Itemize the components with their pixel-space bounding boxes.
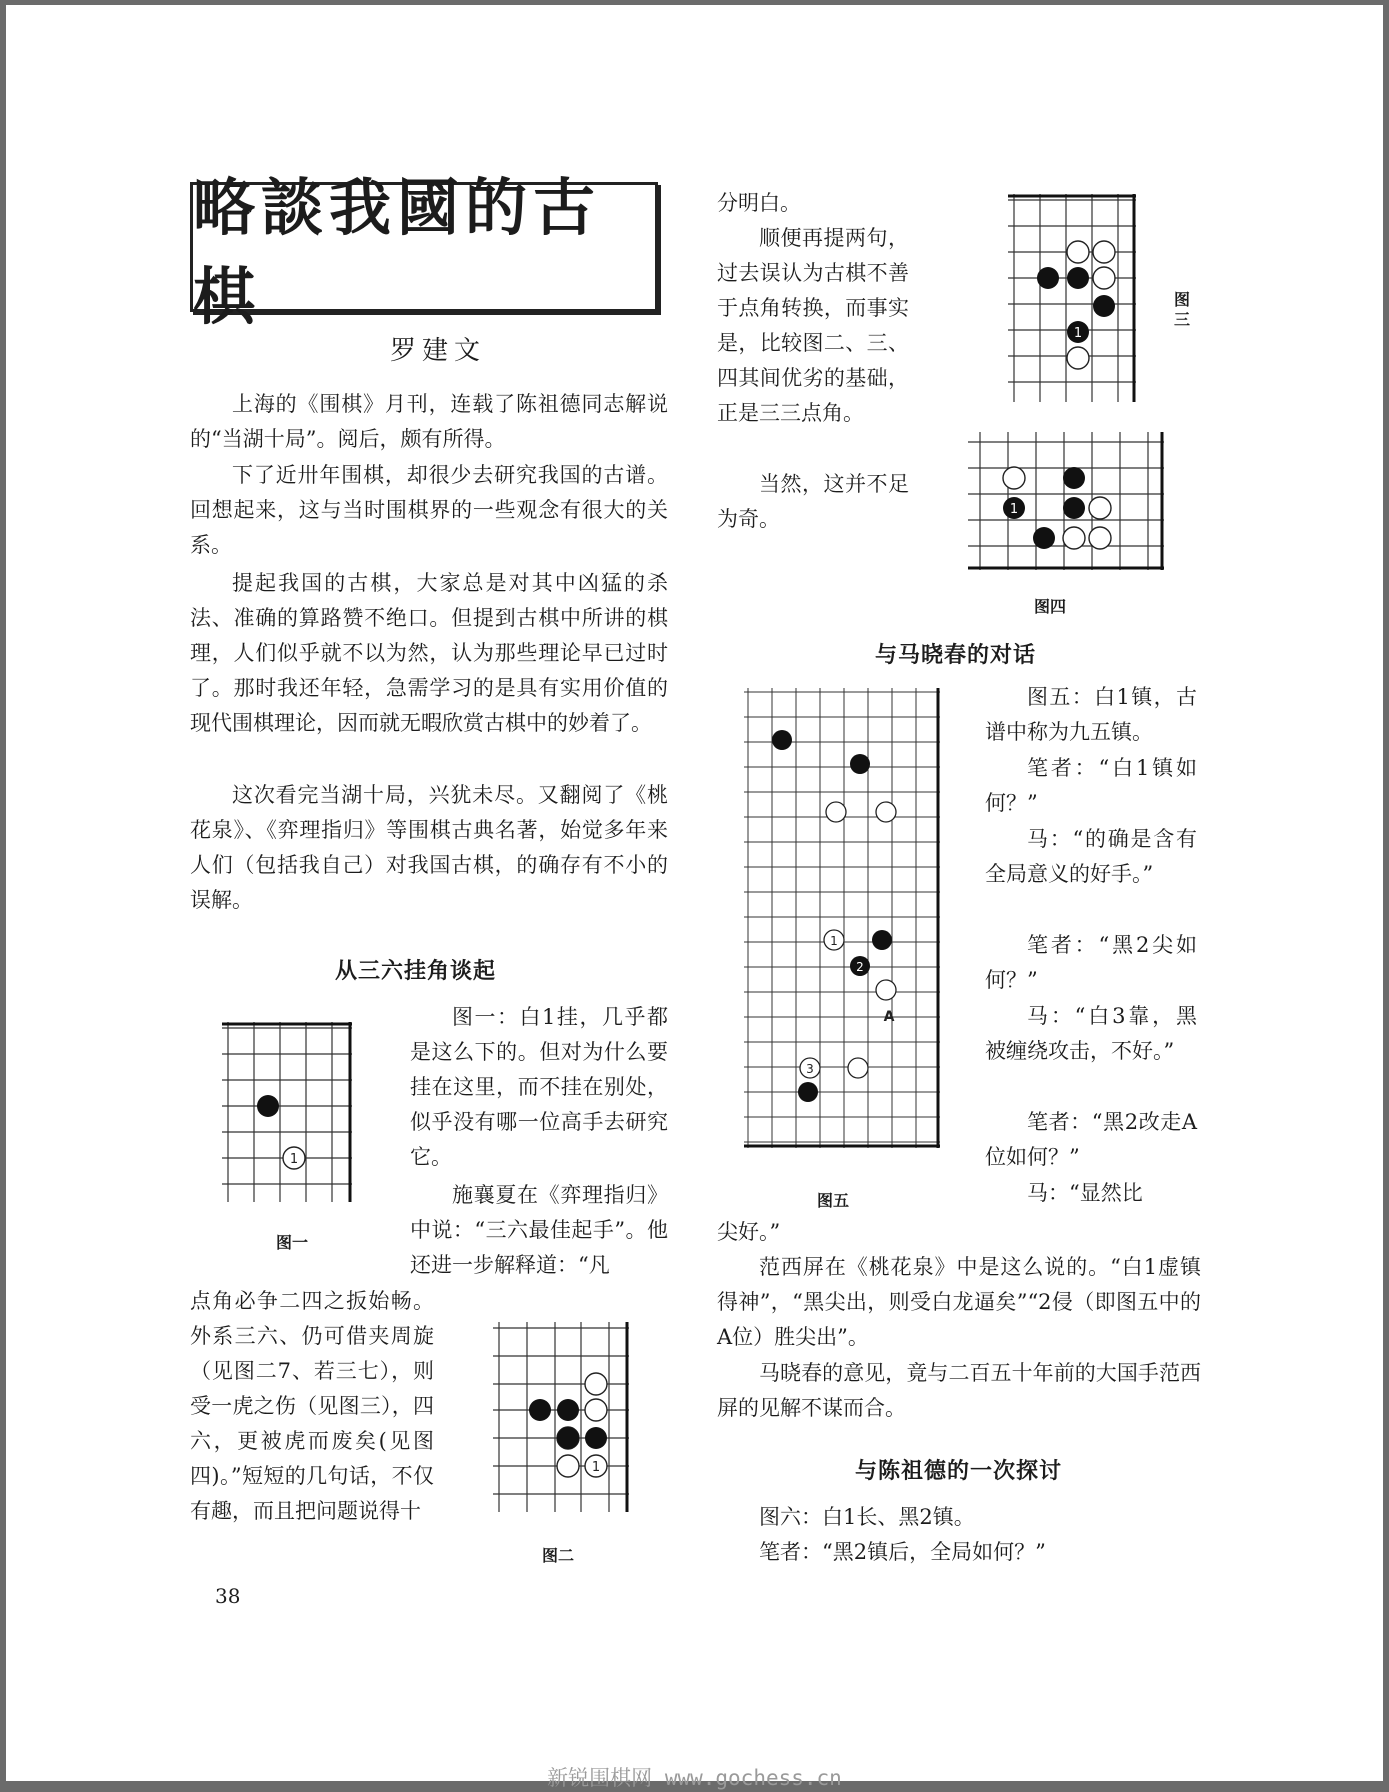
white-stone [876,980,896,1000]
section-heading-2: 与马晓春的对话 [875,643,1037,668]
dialog-end: 尖好。” [717,1220,781,1244]
white-stone [826,802,846,822]
black-stone [1093,295,1115,317]
white-stone [1067,347,1089,369]
black-stone [798,1082,818,1102]
white-stone [557,1455,579,1477]
white-stone [848,1058,868,1078]
black-stone [1063,467,1085,489]
go-diagram-fig3 [1008,194,1136,402]
white-stone [1089,497,1111,519]
right-para-2: 顺便再提两句，过去误认为古棋不善于点角转换，而事实是，比较图二、三、四其间优劣的基础，正是三三点角。 [717,226,909,425]
last-line: 笔者：“黑2镇后，全局如何？” [759,1540,1046,1564]
fan-paragraph: 范西屏在《桃花泉》中是这么说的。“白1虚镇得神”，“黑尖出，则受白龙逼矣”“2侵（即图五中的A位）胜尖出”。 [717,1255,1201,1349]
black-stone [257,1095,279,1117]
dialog-line-2: 笔者：“白1镇如何？” [985,756,1197,815]
dialog-line-7: 马：“显然比 [1027,1181,1143,1205]
right-para-3: 当然，这并不足为奇。 [717,472,909,531]
go-diagram-fig1 [222,1022,352,1202]
black-stone [585,1427,607,1449]
stone-label: 1 [830,934,838,948]
black-stone [1067,267,1089,289]
fig6-line: 图六：白1长、黑2镇。 [759,1505,975,1529]
black-stone [850,754,870,774]
stone-label: 3 [806,1062,814,1076]
black-stone [1037,267,1059,289]
shi-quote-intro: 施襄夏在《弈理指归》中说：“三六最佳起手”。他还进一步解释道：“凡 [410,1183,668,1277]
stone-label: 1 [289,1152,299,1167]
shi-quote-continued: 点角必争二四之扳始畅。外系三六、仍可借夹周旋（见图二7、若三七），则受一虎之伤（见图三），四六，更被虎而废矣(见图四)。”短短的几句话，不仅有趣，而且把问题说得十 [190,1289,434,1523]
watermark-footer: 新锐围棋网 www.gochess.cn [547,1766,842,1790]
stone-label: 1 [1009,502,1019,517]
page-number: 38 [215,1584,241,1608]
fig4-caption: 图四 [1034,597,1067,616]
fig5-caption: 图五 [817,1191,850,1210]
stone-label: 1 [591,1460,601,1475]
go-diagram-fig4 [968,432,1164,570]
dialog-line-3: 马：“的确是含有全局意义的好手。” [985,827,1197,886]
black-stone [529,1399,551,1421]
dialog-line-5: 马：“白3靠，黑被缠绕攻击，不好。” [985,1004,1197,1063]
section-heading-3: 与陈祖德的一次探讨 [855,1459,1063,1484]
stone-label: 1 [1073,326,1083,341]
white-stone [1063,527,1085,549]
white-stone [1089,527,1111,549]
dialog-line-6: 笔者：“黑2改走A位如何？” [985,1110,1197,1169]
black-stone [557,1427,579,1449]
section-heading-1: 从三六挂角谈起 [335,959,497,984]
black-stone [1033,527,1055,549]
intro-paragraph-2: 下了近卅年围棋，却很少去研究我国的古谱。回想起来，这与当时围棋界的一些观念有很大的关系。 [190,463,668,557]
go-diagram-fig5 [744,688,940,1148]
black-stone [557,1399,579,1421]
black-stone [1063,497,1085,519]
title-box [190,171,658,333]
fig3-caption: 图三 [1174,290,1191,329]
right-para-1: 分明白。 [717,191,801,215]
white-stone [1067,241,1089,263]
fig2-caption: 图二 [542,1546,575,1565]
dialog-line-4: 笔者：“黑2尖如何？” [985,933,1197,992]
go-diagram-fig2 [493,1322,629,1512]
black-stone [772,730,792,750]
white-stone [876,802,896,822]
fig1-caption: 图一 [276,1233,309,1252]
intro-paragraph-1: 上海的《围棋》月刊，连载了陈祖德同志解说的“当湖十局”。阅后，颇有所得。 [190,392,668,451]
white-stone [585,1373,607,1395]
intro-paragraph-3: 提起我国的古棋，大家总是对其中凶猛的杀法、准确的算路赞不绝口。但提到古棋中所讲的棋理，人们似乎就不以为然，认为那些理论早已过时了。那时我还年轻，急需学习的是具有实用价值的现代围棋理论，因而就无暇欣赏古棋中的妙着了。 [190,571,668,735]
black-stone [872,930,892,950]
article-title: 略談我國的古棋 [193,171,602,333]
white-stone [1093,267,1115,289]
fig1-description: 图一：白1挂，几乎都是这么下的。但对为什么要挂在这里，而不挂在别处，似乎没有哪一位高手去研究它。 [410,1005,668,1169]
ma-paragraph: 马晓春的意见，竟与二百五十年前的大国手范西屏的见解不谋而合。 [717,1361,1201,1420]
point-label: A [883,1009,895,1025]
white-stone [1003,467,1025,489]
white-stone [1093,241,1115,263]
author: 罗建文 [390,336,487,366]
white-stone [585,1399,607,1421]
stone-label: 2 [856,960,864,974]
dialog-line-1: 图五：白1镇，古谱中称为九五镇。 [985,685,1197,744]
intro-paragraph-4: 这次看完当湖十局，兴犹未尽。又翻阅了《桃花泉》、《弈理指归》等围棋古典名著，始觉多年来人们（包括我自己）对我国古棋，的确存有不小的误解。 [190,783,668,912]
